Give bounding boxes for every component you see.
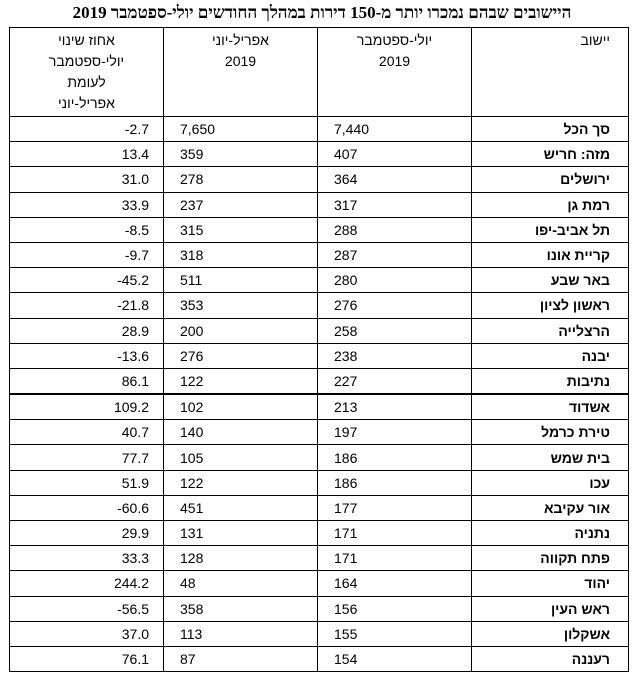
table-row — [10, 646, 629, 671]
cell-apr-jun: 48 — [164, 571, 318, 596]
cell-apr-jun: 105 — [164, 445, 318, 470]
cell-change: 86.1 — [10, 368, 164, 394]
cell-town: טירת כרמל — [472, 420, 629, 445]
cell-apr-jun: 102 — [164, 394, 318, 420]
table-row — [10, 495, 629, 520]
cell-jul-sep: 238 — [318, 343, 472, 368]
cell-apr-jun: 122 — [164, 368, 318, 394]
cell-apr-jun: 276 — [164, 343, 318, 368]
cell-town: אשדוד — [472, 394, 629, 420]
table-row — [10, 546, 629, 571]
table-row — [10, 242, 629, 267]
cell-jul-sep: 407 — [318, 142, 472, 167]
cell-town: מזה: חריש — [472, 142, 629, 167]
header-apr-jun: אפריל-יוני 2019 — [164, 28, 318, 117]
table-row — [10, 318, 629, 343]
cell-change: -56.5 — [10, 596, 164, 621]
table-row — [10, 596, 629, 621]
cell-apr-jun: 358 — [164, 596, 318, 621]
table-row — [10, 142, 629, 167]
cell-jul-sep: 276 — [318, 293, 472, 318]
cell-change: -13.6 — [10, 343, 164, 368]
cell-jul-sep: 171 — [318, 546, 472, 571]
cell-apr-jun: 315 — [164, 217, 318, 242]
cell-change: 37.0 — [10, 621, 164, 646]
cell-town: עכו — [472, 470, 629, 495]
table-row — [10, 621, 629, 646]
cell-jul-sep: 155 — [318, 621, 472, 646]
cell-change: 109.2 — [10, 394, 164, 420]
cell-change: 76.1 — [10, 646, 164, 671]
cell-town: הרצלייה — [472, 318, 629, 343]
sales-table — [9, 27, 629, 672]
header-jul-sep: יולי-ספטמבר 2019 — [318, 28, 472, 117]
table-row — [10, 470, 629, 495]
table-row — [10, 368, 629, 394]
cell-town: באר שבע — [472, 268, 629, 293]
cell-jul-sep: 227 — [318, 368, 472, 394]
cell-jul-sep: 287 — [318, 242, 472, 267]
cell-town: יהוד — [472, 571, 629, 596]
cell-town: אור עקיבא — [472, 495, 629, 520]
cell-apr-jun: 511 — [164, 268, 318, 293]
cell-jul-sep: 171 — [318, 521, 472, 546]
cell-apr-jun: 128 — [164, 546, 318, 571]
cell-jul-sep: 177 — [318, 495, 472, 520]
cell-change: 13.4 — [10, 142, 164, 167]
cell-change: 33.9 — [10, 192, 164, 217]
cell-jul-sep: 213 — [318, 394, 472, 420]
cell-jul-sep: 7,440 — [318, 117, 472, 142]
table-row — [10, 268, 629, 293]
cell-apr-jun: 237 — [164, 192, 318, 217]
cell-jul-sep: 186 — [318, 445, 472, 470]
cell-jul-sep: 258 — [318, 318, 472, 343]
cell-change: 33.3 — [10, 546, 164, 571]
table-row — [10, 167, 629, 192]
cell-apr-jun: 318 — [164, 242, 318, 267]
cell-jul-sep: 154 — [318, 646, 472, 671]
cell-town: תל אביב-יפו — [472, 217, 629, 242]
cell-apr-jun: 359 — [164, 142, 318, 167]
cell-town: יבנה — [472, 343, 629, 368]
cell-town: אשקלון — [472, 621, 629, 646]
cell-town: ראש העין — [472, 596, 629, 621]
cell-apr-jun: 451 — [164, 495, 318, 520]
cell-apr-jun: 278 — [164, 167, 318, 192]
header-change: אחוז שינוי יולי-ספטמבר לעומת אפריל-יוני — [10, 28, 164, 117]
cell-jul-sep: 364 — [318, 167, 472, 192]
table-row — [10, 445, 629, 470]
cell-jul-sep: 164 — [318, 571, 472, 596]
cell-jul-sep: 280 — [318, 268, 472, 293]
table-row — [10, 420, 629, 445]
cell-change: 51.9 — [10, 470, 164, 495]
page-title: היישובים שבהם נמכרו יותר מ-150 דירות במהלך החודשים יולי-ספטמבר 2019 — [72, 3, 572, 22]
cell-town: סך הכל — [472, 117, 629, 142]
cell-town: נתניה — [472, 521, 629, 546]
cell-apr-jun: 113 — [164, 621, 318, 646]
table-row — [10, 521, 629, 546]
cell-town: ירושלים — [472, 167, 629, 192]
cell-jul-sep: 156 — [318, 596, 472, 621]
table-header-row — [10, 28, 629, 117]
cell-change: 31.0 — [10, 167, 164, 192]
cell-town: נתיבות — [472, 368, 629, 394]
table-row — [10, 571, 629, 596]
cell-change: -60.6 — [10, 495, 164, 520]
cell-town: רמת גן — [472, 192, 629, 217]
cell-town: ראשון לציון — [472, 293, 629, 318]
table-row — [10, 117, 629, 142]
cell-town: בית שמש — [472, 445, 629, 470]
cell-change: -2.7 — [10, 117, 164, 142]
cell-apr-jun: 122 — [164, 470, 318, 495]
cell-jul-sep: 317 — [318, 192, 472, 217]
cell-change: -21.8 — [10, 293, 164, 318]
cell-change: 77.7 — [10, 445, 164, 470]
cell-apr-jun: 7,650 — [164, 117, 318, 142]
table-row — [10, 394, 629, 420]
cell-town: קריית אונו — [472, 242, 629, 267]
cell-change: -8.5 — [10, 217, 164, 242]
cell-apr-jun: 140 — [164, 420, 318, 445]
cell-jul-sep: 288 — [318, 217, 472, 242]
cell-apr-jun: 353 — [164, 293, 318, 318]
table-row — [10, 293, 629, 318]
table-row — [10, 217, 629, 242]
cell-jul-sep: 186 — [318, 470, 472, 495]
cell-jul-sep: 197 — [318, 420, 472, 445]
cell-change: 28.9 — [10, 318, 164, 343]
header-town: יישוב — [472, 28, 629, 117]
cell-change: 29.9 — [10, 521, 164, 546]
cell-town: פתח תקווה — [472, 546, 629, 571]
cell-change: 40.7 — [10, 420, 164, 445]
cell-apr-jun: 131 — [164, 521, 318, 546]
cell-change: 244.2 — [10, 571, 164, 596]
cell-town: רעננה — [472, 646, 629, 671]
cell-change: -9.7 — [10, 242, 164, 267]
cell-apr-jun: 200 — [164, 318, 318, 343]
table-row — [10, 343, 629, 368]
cell-apr-jun: 87 — [164, 646, 318, 671]
cell-change: -45.2 — [10, 268, 164, 293]
table-row — [10, 192, 629, 217]
